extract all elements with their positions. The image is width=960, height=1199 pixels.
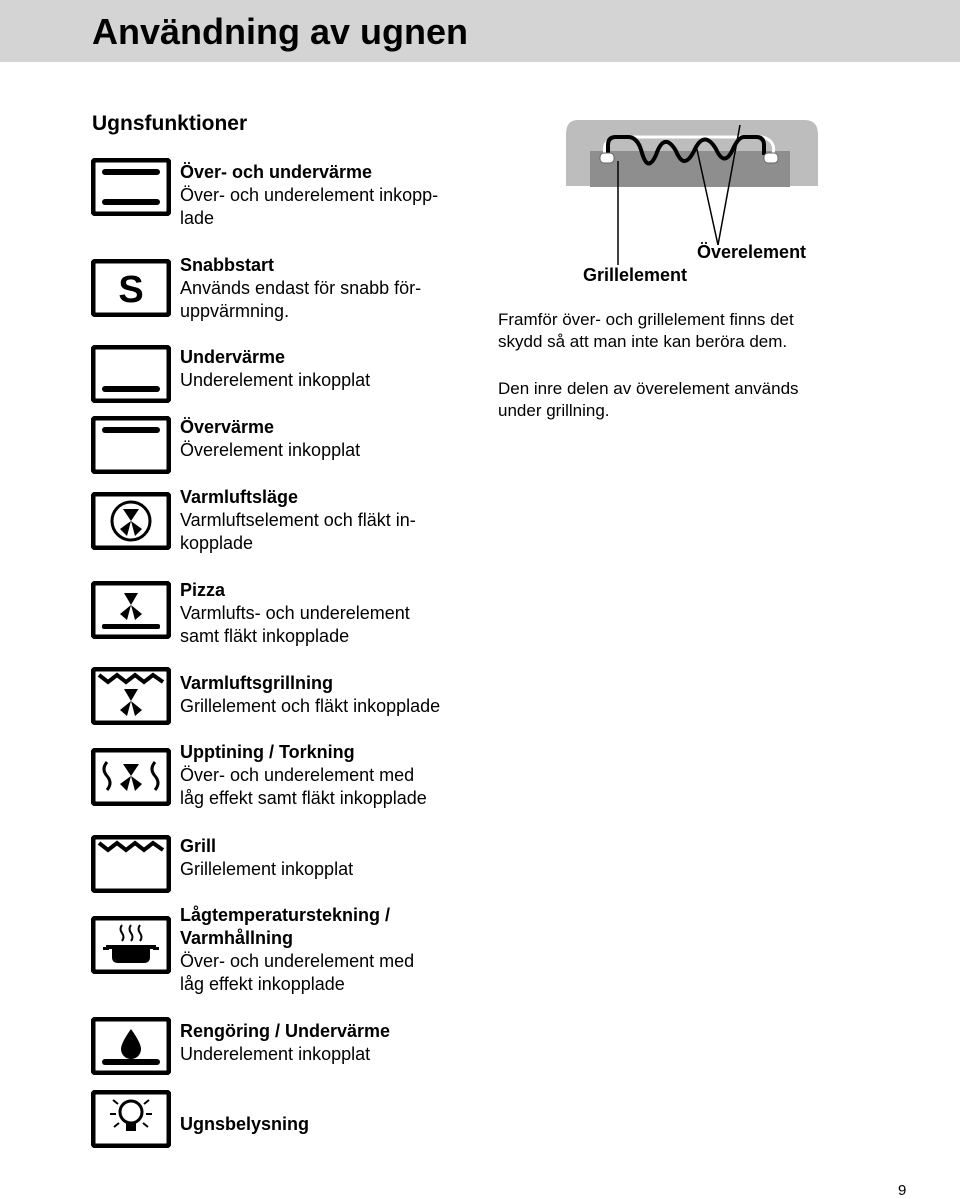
- function-title: Lågtemperaturstekning / Varmhållning: [180, 905, 391, 948]
- function-description: Används endast för snabb för- uppvärmning.: [180, 278, 422, 321]
- top-bottom-heat-icon: [91, 158, 171, 216]
- section-title: Ugnsfunktioner: [92, 112, 248, 135]
- function-title: Över- och undervärme: [180, 162, 373, 182]
- cleaning-icon: [91, 1017, 171, 1075]
- svg-text:S: S: [118, 269, 144, 311]
- fan-heat-icon: [91, 492, 171, 550]
- function-title: Rengöring / Undervärme: [180, 1021, 391, 1041]
- page-title: Användning av ugnen: [92, 11, 469, 52]
- function-oven-light: [180, 1113, 480, 1136]
- function-fan-heat: [180, 486, 480, 555]
- function-bottom-heat: [180, 346, 480, 392]
- top-heat-icon: [91, 416, 171, 474]
- note-protection: Framför över- och grillelement finns det skydd så att man inte kan beröra dem.: [498, 310, 794, 351]
- function-title: Ugnsbelysning: [180, 1114, 310, 1134]
- function-description: Överelement inkopplat: [180, 440, 361, 460]
- function-title: Upptining / Torkning: [180, 742, 355, 762]
- oven-light-icon: [91, 1090, 171, 1148]
- function-low-temp: [180, 904, 480, 996]
- page-header: [0, 0, 960, 62]
- label-top-element: Överelement: [697, 242, 807, 262]
- function-description: Varmluftselement och fläkt in- kopplade: [180, 510, 416, 553]
- function-grill: [180, 835, 480, 881]
- bottom-heat-icon: [91, 345, 171, 403]
- function-description: Över- och underelement inkopp- lade: [180, 185, 439, 228]
- function-top-bottom-heat: [180, 161, 480, 230]
- function-description: Grillelement och fläkt inkopplade: [180, 696, 441, 716]
- function-description: Över- och underelement med låg effekt samt fläkt inkopplade: [180, 765, 427, 808]
- quick-start-icon: [91, 259, 171, 317]
- grill-icon: [91, 835, 171, 893]
- function-description: Underelement inkopplat: [180, 370, 371, 390]
- function-defrost: [180, 741, 480, 810]
- fan-grill-icon: [91, 667, 171, 725]
- low-temp-icon: [91, 916, 171, 974]
- function-title: Grill: [180, 836, 217, 856]
- function-description: Grillelement inkopplat: [180, 859, 354, 879]
- function-fan-grill: [180, 672, 480, 718]
- note-inner-element: Den inre delen av överelement används under grillning.: [498, 379, 799, 420]
- function-pizza: [180, 579, 480, 648]
- function-title: Övervärme: [180, 417, 275, 437]
- label-grill-element: Grillelement: [583, 265, 688, 285]
- function-title: Undervärme: [180, 347, 286, 367]
- function-cleaning: [180, 1020, 480, 1066]
- function-title: Pizza: [180, 580, 226, 600]
- function-title: Varmluftsgrillning: [180, 673, 334, 693]
- pizza-icon: [91, 581, 171, 639]
- page-number: 9: [898, 1182, 907, 1199]
- function-quick-start: [180, 254, 480, 323]
- function-description: Underelement inkopplat: [180, 1044, 371, 1064]
- function-description: Varmlufts- och underelement samt fläkt inkopplade: [180, 603, 410, 646]
- defrost-icon: [91, 748, 171, 806]
- function-title: Varmluftsläge: [180, 487, 299, 507]
- function-title: Snabbstart: [180, 255, 275, 275]
- function-description: Över- och underelement med låg effekt inkopplade: [180, 951, 415, 994]
- function-top-heat: [180, 416, 480, 462]
